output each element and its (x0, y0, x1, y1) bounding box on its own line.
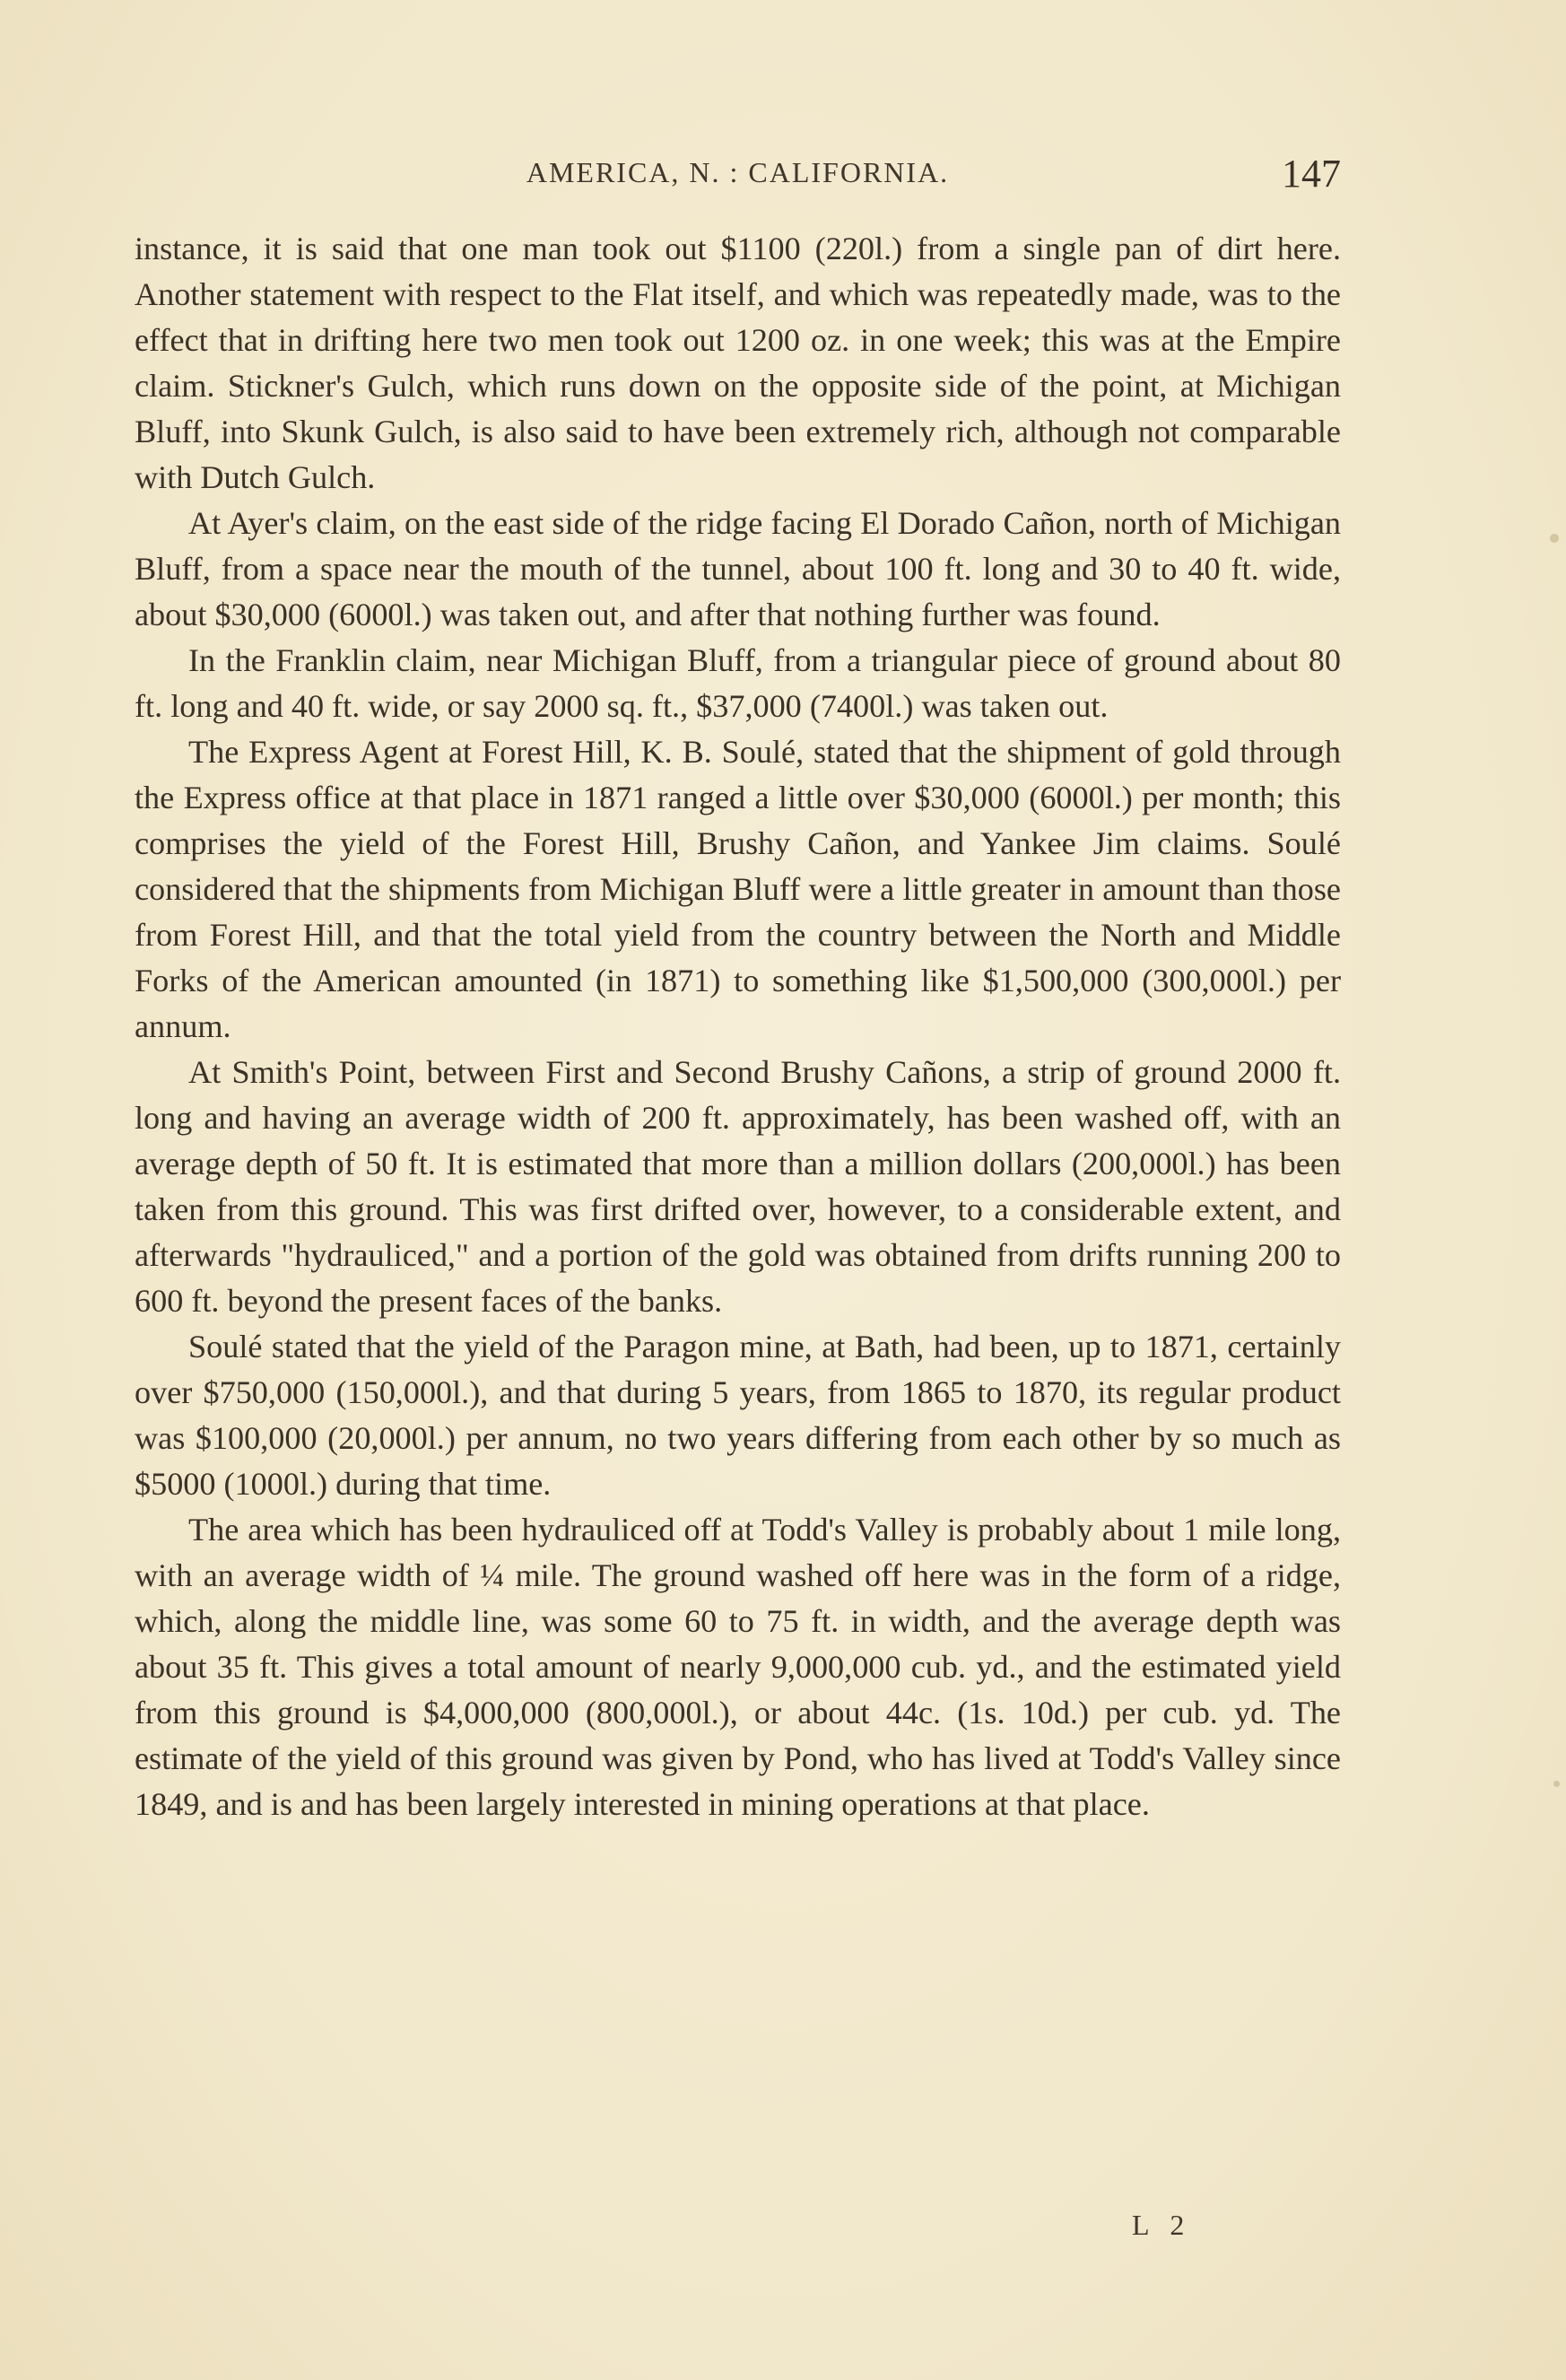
signature-mark: L 2 (1132, 2209, 1192, 2241)
running-head (135, 151, 1341, 196)
paragraph-1: instance, it is said that one man took out $1100 (220l.) from a single pan of dirt here. Another statement with respect to the Flat itself, and which was repeatedly made, was to the effect that in drifting here two men took out 1200 oz. in one week; this was at the Empire claim. Stickner's Gulch, which runs down on the opposite side of the point, at Michigan Bluff, into Skunk Gulch, is also said to have been extremely rich, although not comparable with Dutch Gulch. (135, 231, 1341, 495)
paragraph-2: At Ayer's claim, on the east side of the ridge facing El Dorado Cañon, north of Michigan Bluff, from a space near the mouth of the tunnel, about 100 ft. long and 30 to 40 ft. wide, about $30,000 (6000l.) was taken out, and after that nothing further was found. (135, 505, 1341, 632)
paragraph-3: In the Franklin claim, near Michigan Bluff, from a triangular piece of ground about 80 ft. long and 40 ft. wide, or say 2000 sq. ft., $37,000 (7400l.) was taken out. (135, 642, 1341, 724)
running-title: AMERICA, N. : CALIFORNIA. (526, 156, 950, 188)
body-text (135, 226, 1341, 1827)
paragraph-5: At Smith's Point, between First and Second Brushy Cañons, a strip of ground 2000 ft. long and having an average width of 200 ft. approximately, has been washed off, with an average depth of 50 ft. It is estimated that more than a million dollars (200,000l.) has been taken from this ground. This was first drifted over, however, to a considerable extent, and afterwards "hydrauliced," and a portion of the gold was obtained from drifts running 200 to 600 ft. beyond the present faces of the banks. (135, 1054, 1341, 1319)
margin-speck (1553, 1781, 1560, 1787)
margin-speck (1550, 534, 1559, 543)
paragraph-6: Soulé stated that the yield of the Paragon mine, at Bath, had been, up to 1871, certainly over $750,000 (150,000l.), and that during 5 years, from 1865 to 1870, its regular product was $100,000 (20,000l.) per annum, no two years differing from each other by so much as $5000 (1000l.) during that time. (135, 1329, 1341, 1502)
paragraph-4: The Express Agent at Forest Hill, K. B. Soulé, stated that the shipment of gold through the Express office at that place in 1871 ranged a little over $30,000 (6000l.) per month; this comprises the yield of the Forest Hill, Brushy Cañon, and Yankee Jim claims. Soulé considered that the shipments from Michigan Bluff were a little greater in amount than those from Forest Hill, and that the total yield from the country between the North and Middle Forks of the American amounted (in 1871) to something like $1,500,000 (300,000l.) per annum. (135, 734, 1341, 1044)
page-number: 147 (1282, 152, 1341, 196)
paragraph-7: The area which has been hydrauliced off at Todd's Valley is probably about 1 mile long, with an average width of ¼ mile. The ground washed off here was in the form of a ridge, which, along the middle line, was some 60 to 75 ft. in width, and the average depth was about 35 ft. This gives a total amount of nearly 9,000,000 cub. yd., and the estimated yield from this ground is $4,000,000 (800,000l.), or about 44c. (1s. 10d.) per cub. yd. The estimate of the yield of this ground was given by Pond, who has lived at Todd's Valley since 1849, and is and has been largely interested in mining operations at that place. (135, 1512, 1341, 1822)
